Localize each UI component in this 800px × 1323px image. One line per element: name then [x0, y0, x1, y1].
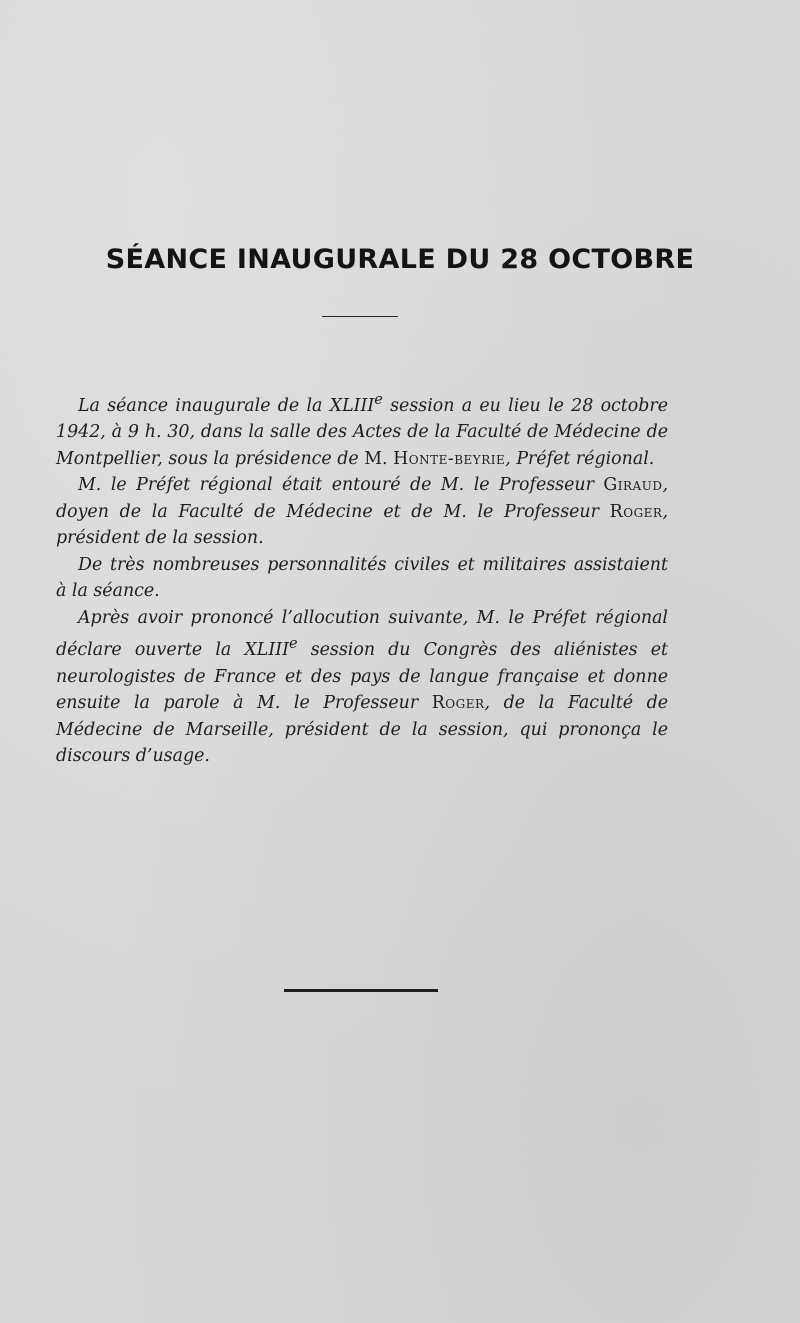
body-text [56, 387, 668, 770]
paragraph-2 [56, 472, 668, 552]
page-title: SÉANCE INAUGURALE DU 28 OCTOBRE [105, 244, 695, 275]
person-name: Giraud [603, 475, 663, 496]
paragraph-text: , Préfet régional. [505, 448, 655, 469]
paragraph-text: La séance inaugurale de la XLIII [78, 395, 375, 416]
person-name: Honte-beyrie [393, 448, 506, 469]
paragraph-text: , président de la session. [56, 501, 668, 549]
honorific: M. [364, 448, 394, 469]
paragraph-1 [56, 387, 668, 472]
person-name: Roger [431, 693, 485, 714]
superscript: e [374, 392, 383, 408]
paragraph-text: M. le Préfet régional était entouré de M. le Professeur [78, 475, 604, 496]
paragraph-text: session du Congrès des aliénistes et neurologistes de France et des pays de langue française et donne ensuite la parole à M. le Professeur [56, 640, 668, 714]
paragraph-text: Après avoir prononcé l’allocution suivante, M. le Préfet régional déclare ouverte la XLIII [56, 607, 668, 661]
paragraph-text: , doyen de la Faculté de Médecine et de M. le Professeur [56, 475, 668, 522]
paragraph-text: session a eu lieu le 28 octobre 1942, à 9 h. 30, dans la salle des Actes de la Faculté de Médecine de Montpellier, sous la présidence de [56, 395, 668, 469]
bottom-divider [284, 989, 438, 992]
person-name: Roger [609, 501, 663, 522]
paragraph-4 [56, 605, 668, 770]
superscript: e [288, 636, 298, 653]
top-divider [322, 316, 398, 317]
paragraph-text: , de la Faculté de Médecine de Marseille, président de la session, qui prononça le discours d’usage. [56, 693, 668, 767]
paragraph-3 [56, 552, 668, 605]
paragraph-text: De très nombreuses personnalités civiles et militaires assistaient à la séance. [56, 554, 668, 602]
